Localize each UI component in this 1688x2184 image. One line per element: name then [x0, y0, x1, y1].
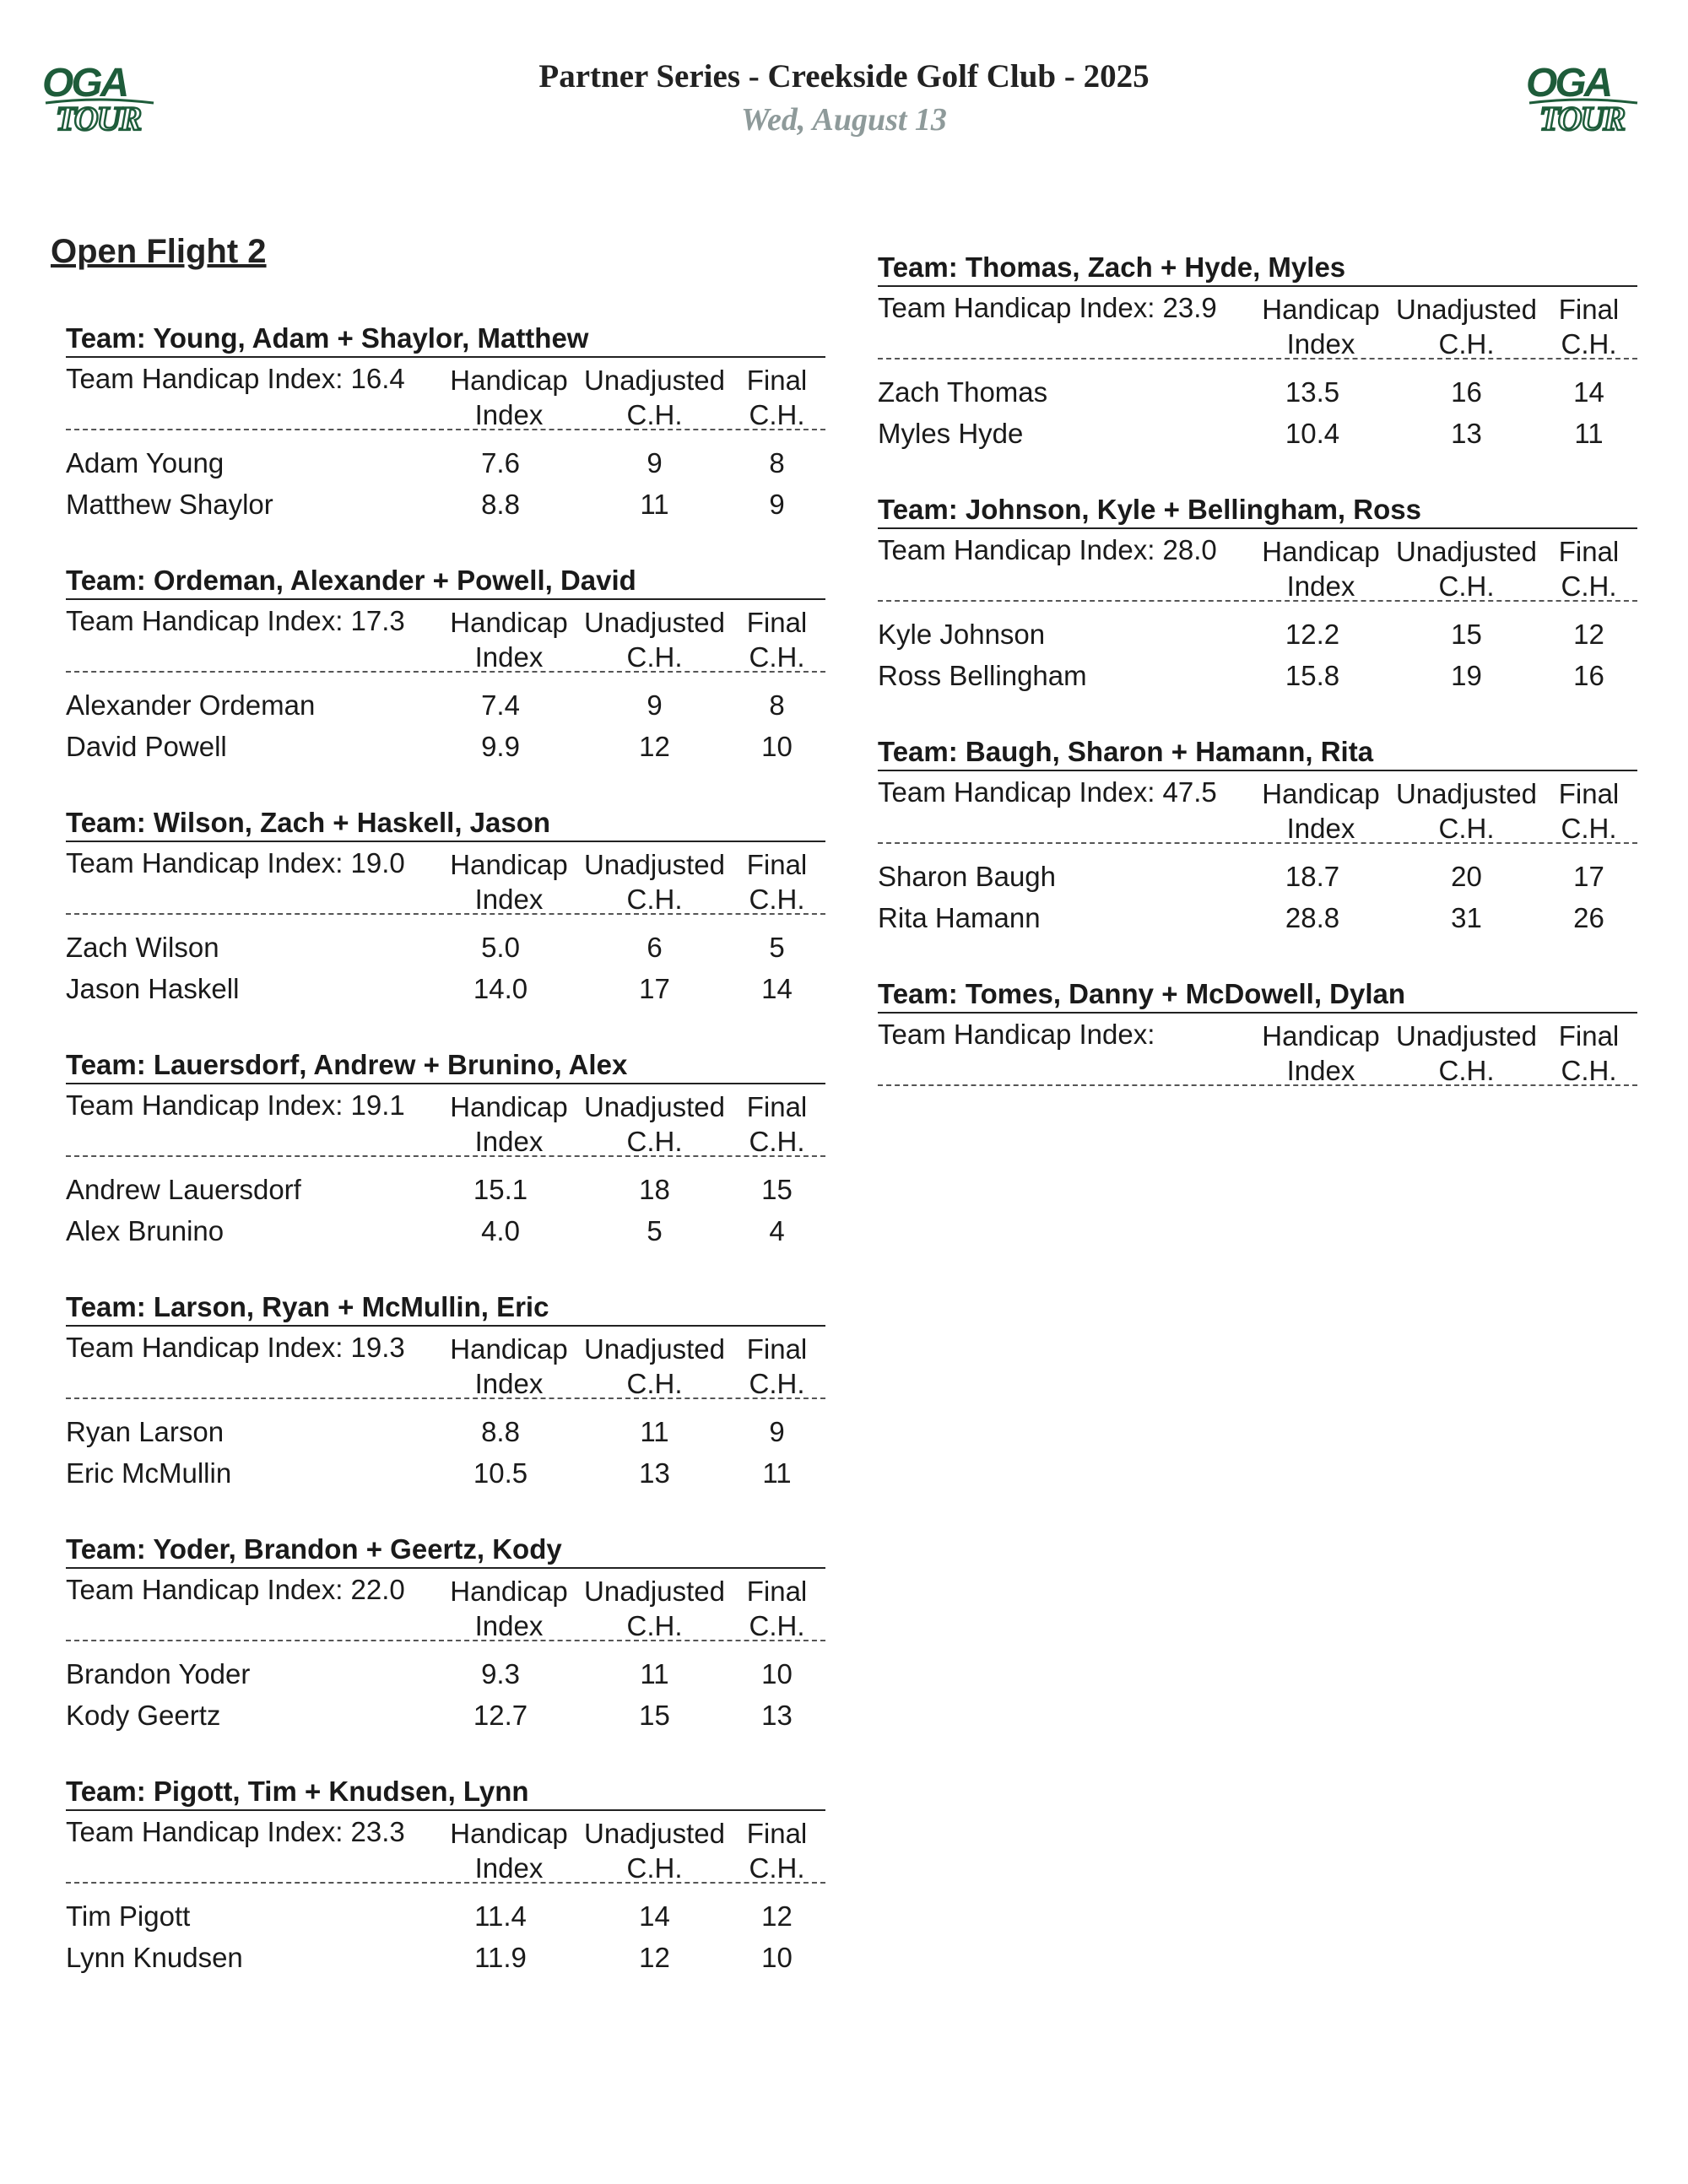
- col-final-ch: Final C.H.: [746, 849, 808, 915]
- player-row: [878, 897, 1637, 938]
- player-name: Alex Brunino: [66, 1215, 225, 1246]
- player-handicap-index: 4.0: [481, 1215, 520, 1246]
- player-name: Jason Haskell: [66, 973, 240, 1004]
- col-unadjusted-ch: Unadjusted C.H.: [584, 1576, 725, 1641]
- team-handicap-index: Team Handicap Index:: [878, 1019, 1155, 1050]
- player-final-ch: 10: [761, 1942, 793, 1973]
- team-handicap-index: Team Handicap Index: 19.3: [66, 1332, 405, 1363]
- player-final-ch: 11: [1574, 418, 1604, 449]
- col-unadjusted-ch: Unadjusted C.H.: [1396, 778, 1537, 844]
- player-handicap-index: 14.0: [473, 973, 528, 1004]
- player-row: [66, 484, 825, 525]
- player-handicap-index: 28.8: [1285, 902, 1340, 933]
- player-name: David Powell: [66, 731, 227, 762]
- col-unadjusted-ch: Unadjusted C.H.: [1396, 294, 1537, 359]
- col-unadjusted-ch: Unadjusted C.H.: [584, 1818, 725, 1884]
- player-final-ch: 16: [1573, 660, 1604, 691]
- svg-text:OGA: OGA: [42, 61, 127, 105]
- player-final-ch: 10: [761, 731, 793, 762]
- player-row: [878, 371, 1637, 413]
- team-handicap-index: Team Handicap Index: 22.0: [66, 1574, 405, 1605]
- player-name: Myles Hyde: [878, 418, 1024, 449]
- team-name: Team: Young, Adam + Shaylor, Matthew: [66, 321, 825, 358]
- team-block: [66, 563, 825, 805]
- player-final-ch: 8: [769, 447, 785, 478]
- col-final-ch: Final C.H.: [746, 1333, 808, 1399]
- player-handicap-index: 10.5: [473, 1457, 528, 1489]
- player-final-ch: 17: [1573, 861, 1604, 892]
- col-handicap-index: Handicap Index: [450, 1818, 568, 1884]
- team-name: Team: Pigott, Tim + Knudsen, Lynn: [66, 1774, 825, 1811]
- team-block: [878, 250, 1637, 492]
- player-final-ch: 26: [1573, 902, 1604, 933]
- team-name: Team: Tomes, Danny + McDowell, Dylan: [878, 976, 1637, 1014]
- player-unadjusted-ch: 15: [1451, 619, 1482, 650]
- player-handicap-index: 15.8: [1285, 660, 1340, 691]
- col-final-ch: Final C.H.: [746, 1818, 808, 1884]
- player-name: Ryan Larson: [66, 1416, 225, 1447]
- team-handicap-index: Team Handicap Index: 23.3: [66, 1816, 405, 1847]
- player-row: [66, 1695, 825, 1736]
- team-name: Team: Lauersdorf, Andrew + Brunino, Alex: [66, 1047, 825, 1084]
- team-name: Team: Wilson, Zach + Haskell, Jason: [66, 805, 825, 842]
- player-row: [66, 1653, 825, 1695]
- player-unadjusted-ch: 9: [647, 689, 663, 721]
- team-header-row: [66, 602, 825, 673]
- col-unadjusted-ch: Unadjusted C.H.: [1396, 1020, 1537, 1086]
- player-handicap-index: 12.7: [473, 1700, 528, 1731]
- player-unadjusted-ch: 17: [639, 973, 670, 1004]
- player-final-ch: 10: [761, 1658, 793, 1689]
- player-final-ch: 12: [761, 1900, 793, 1932]
- player-name: Sharon Baugh: [878, 861, 1057, 892]
- col-handicap-index: Handicap Index: [450, 849, 568, 915]
- player-handicap-index: 9.9: [481, 731, 520, 762]
- player-final-ch: 12: [1573, 619, 1604, 650]
- team-header-row: [878, 773, 1637, 844]
- player-handicap-index: 11.4: [474, 1900, 527, 1932]
- team-handicap-index: Team Handicap Index: 28.0: [878, 534, 1217, 565]
- player-row: [878, 413, 1637, 454]
- col-handicap-index: Handicap Index: [450, 1333, 568, 1399]
- player-final-ch: 13: [761, 1700, 793, 1731]
- col-handicap-index: Handicap Index: [450, 1091, 568, 1157]
- col-final-ch: Final C.H.: [746, 1091, 808, 1157]
- page-title: Partner Series - Creekside Golf Club - 2025: [538, 58, 1150, 95]
- player-row: [66, 1937, 825, 1978]
- player-handicap-index: 12.2: [1285, 619, 1340, 650]
- player-unadjusted-ch: 15: [639, 1700, 670, 1731]
- player-name: Matthew Shaylor: [66, 489, 273, 520]
- player-row: [66, 442, 825, 484]
- player-row: [878, 655, 1637, 696]
- team-block: [878, 976, 1637, 1219]
- player-unadjusted-ch: 9: [647, 447, 663, 478]
- team-name: Team: Baugh, Sharon + Hamann, Rita: [878, 734, 1637, 771]
- team-handicap-index: Team Handicap Index: 23.9: [878, 292, 1217, 323]
- player-handicap-index: 9.3: [481, 1658, 520, 1689]
- player-name: Tim Pigott: [66, 1900, 191, 1932]
- player-unadjusted-ch: 12: [639, 1942, 670, 1973]
- col-unadjusted-ch: Unadjusted C.H.: [584, 1091, 725, 1157]
- team-handicap-index: Team Handicap Index: 47.5: [878, 776, 1217, 808]
- team-header-row: [878, 1015, 1637, 1086]
- player-row: [66, 968, 825, 1009]
- player-final-ch: 9: [769, 1416, 785, 1447]
- player-unadjusted-ch: 5: [647, 1215, 663, 1246]
- player-final-ch: 14: [761, 973, 793, 1004]
- col-final-ch: Final C.H.: [1558, 778, 1620, 844]
- player-row: [66, 684, 825, 726]
- team-name: Team: Yoder, Brandon + Geertz, Kody: [66, 1532, 825, 1569]
- team-header-row: [66, 1328, 825, 1399]
- svg-text:TOUR: TOUR: [1539, 100, 1625, 135]
- col-final-ch: Final C.H.: [746, 365, 808, 430]
- col-handicap-index: Handicap Index: [1262, 294, 1380, 359]
- player-name: Andrew Lauersdorf: [66, 1174, 301, 1205]
- team-handicap-index: Team Handicap Index: 17.3: [66, 605, 405, 636]
- player-unadjusted-ch: 19: [1451, 660, 1482, 691]
- player-final-ch: 14: [1573, 376, 1604, 408]
- col-handicap-index: Handicap Index: [1262, 778, 1380, 844]
- team-name: Team: Thomas, Zach + Hyde, Myles: [878, 250, 1637, 287]
- col-unadjusted-ch: Unadjusted C.H.: [1396, 536, 1537, 602]
- svg-text:TOUR: TOUR: [56, 100, 141, 135]
- player-row: [66, 1895, 825, 1937]
- player-unadjusted-ch: 13: [639, 1457, 670, 1489]
- team-header-row: [66, 359, 825, 430]
- player-unadjusted-ch: 6: [647, 932, 663, 963]
- player-unadjusted-ch: 20: [1451, 861, 1482, 892]
- player-unadjusted-ch: 12: [639, 731, 670, 762]
- team-block: [66, 1532, 825, 1774]
- event-date: Wed, August 13: [741, 102, 947, 138]
- team-header-row: [878, 289, 1637, 359]
- player-row: [878, 856, 1637, 897]
- player-name: Brandon Yoder: [66, 1658, 251, 1689]
- col-final-ch: Final C.H.: [1558, 536, 1620, 602]
- player-row: [66, 726, 825, 767]
- player-name: Zach Wilson: [66, 932, 219, 963]
- team-handicap-index: Team Handicap Index: 19.1: [66, 1089, 405, 1121]
- team-block: [878, 734, 1637, 976]
- player-name: Rita Hamann: [878, 902, 1041, 933]
- player-handicap-index: 13.5: [1285, 376, 1340, 408]
- player-final-ch: 15: [761, 1174, 793, 1205]
- team-block: [878, 492, 1637, 734]
- player-handicap-index: 15.1: [473, 1174, 528, 1205]
- team-block: [66, 1047, 825, 1289]
- col-unadjusted-ch: Unadjusted C.H.: [584, 1333, 725, 1399]
- team-header-row: [878, 531, 1637, 602]
- player-unadjusted-ch: 14: [639, 1900, 670, 1932]
- player-row: [66, 1169, 825, 1210]
- player-final-ch: 4: [769, 1215, 785, 1246]
- team-block: [66, 805, 825, 1047]
- team-block: [66, 1774, 825, 2016]
- player-handicap-index: 11.9: [474, 1942, 527, 1973]
- player-row: [66, 927, 825, 968]
- player-final-ch: 8: [769, 689, 785, 721]
- player-final-ch: 11: [762, 1457, 792, 1489]
- col-handicap-index: Handicap Index: [450, 1576, 568, 1641]
- player-handicap-index: 10.4: [1285, 418, 1340, 449]
- player-unadjusted-ch: 11: [640, 1416, 669, 1447]
- col-unadjusted-ch: Unadjusted C.H.: [584, 849, 725, 915]
- player-handicap-index: 7.6: [481, 447, 520, 478]
- col-final-ch: Final C.H.: [1558, 294, 1620, 359]
- right-column: [878, 250, 1637, 1219]
- col-handicap-index: Handicap Index: [450, 607, 568, 673]
- col-unadjusted-ch: Unadjusted C.H.: [584, 607, 725, 673]
- player-row: [878, 614, 1637, 655]
- team-header-row: [66, 1813, 825, 1884]
- team-block: [66, 1289, 825, 1532]
- player-name: Ross Bellingham: [878, 660, 1087, 691]
- player-unadjusted-ch: 18: [639, 1174, 670, 1205]
- player-final-ch: 5: [769, 932, 785, 963]
- flight-title: Open Flight 2: [51, 233, 267, 270]
- team-name: Team: Ordeman, Alexander + Powell, David: [66, 563, 825, 600]
- player-handicap-index: 8.8: [481, 489, 520, 520]
- svg-text:OGA: OGA: [1526, 61, 1611, 105]
- player-handicap-index: 8.8: [481, 1416, 520, 1447]
- player-name: Adam Young: [66, 447, 225, 478]
- player-unadjusted-ch: 11: [640, 1658, 669, 1689]
- col-unadjusted-ch: Unadjusted C.H.: [584, 365, 725, 430]
- team-block: [66, 321, 825, 563]
- player-final-ch: 9: [769, 489, 785, 520]
- col-handicap-index: Handicap Index: [1262, 1020, 1380, 1086]
- team-name: Team: Johnson, Kyle + Bellingham, Ross: [878, 492, 1637, 529]
- team-header-row: [66, 1086, 825, 1157]
- player-name: Kody Geertz: [66, 1700, 221, 1731]
- player-unadjusted-ch: 31: [1451, 902, 1482, 933]
- team-handicap-index: Team Handicap Index: 19.0: [66, 847, 405, 878]
- player-row: [66, 1210, 825, 1251]
- col-final-ch: Final C.H.: [746, 607, 808, 673]
- col-handicap-index: Handicap Index: [450, 365, 568, 430]
- player-handicap-index: 18.7: [1285, 861, 1340, 892]
- col-final-ch: Final C.H.: [746, 1576, 808, 1641]
- team-header-row: [66, 1570, 825, 1641]
- team-name: Team: Larson, Ryan + McMullin, Eric: [66, 1289, 825, 1327]
- player-name: Kyle Johnson: [878, 619, 1046, 650]
- player-unadjusted-ch: 13: [1451, 418, 1482, 449]
- col-final-ch: Final C.H.: [1558, 1020, 1620, 1086]
- player-handicap-index: 7.4: [481, 689, 520, 721]
- player-name: Eric McMullin: [66, 1457, 232, 1489]
- player-unadjusted-ch: 16: [1451, 376, 1482, 408]
- player-name: Alexander Ordeman: [66, 689, 316, 721]
- player-unadjusted-ch: 11: [640, 489, 669, 520]
- left-column: [66, 321, 825, 2016]
- team-handicap-index: Team Handicap Index: 16.4: [66, 363, 405, 394]
- player-name: Lynn Knudsen: [66, 1942, 243, 1973]
- team-header-row: [66, 844, 825, 915]
- col-handicap-index: Handicap Index: [1262, 536, 1380, 602]
- player-handicap-index: 5.0: [481, 932, 520, 963]
- player-name: Zach Thomas: [878, 376, 1048, 408]
- player-row: [66, 1411, 825, 1452]
- player-row: [66, 1452, 825, 1494]
